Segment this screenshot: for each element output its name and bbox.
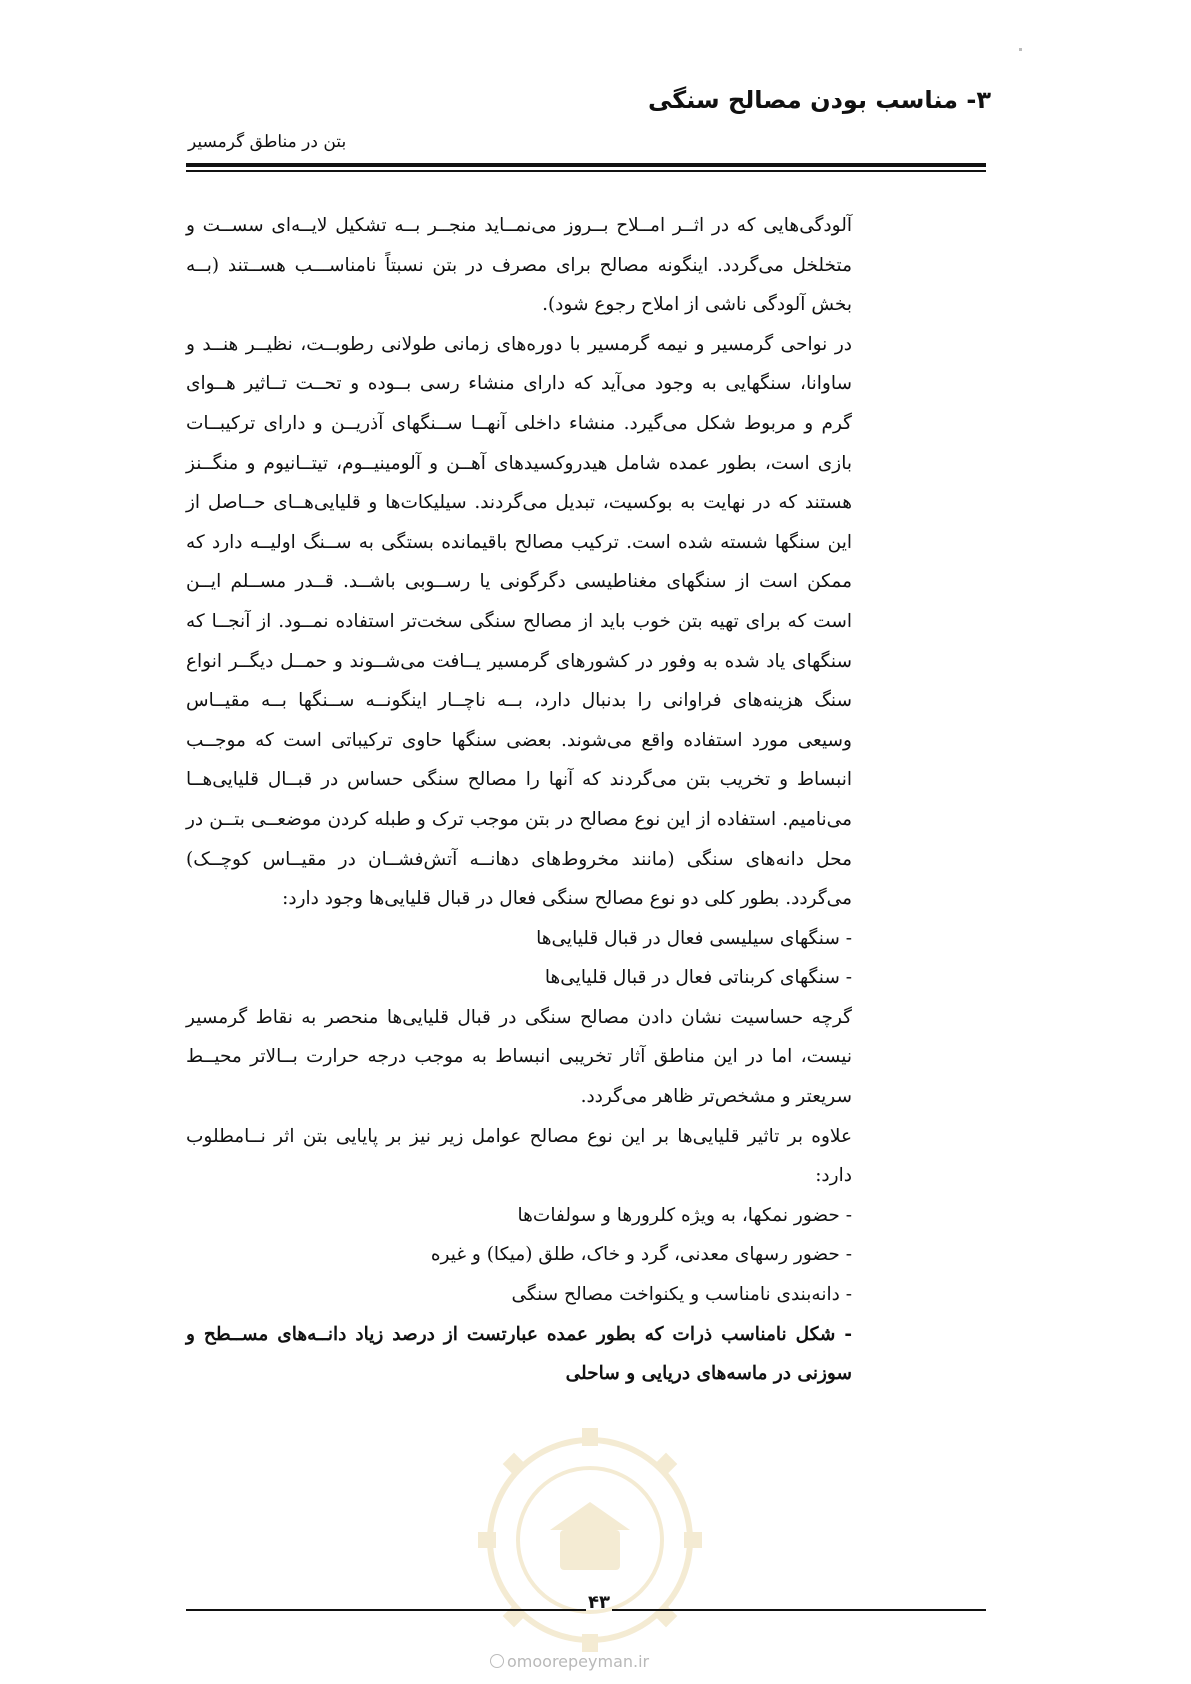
page-number: ۴۳ [588,1592,610,1613]
list-item: - شکل نامناسب ذرات که بطور عمده عبارتست از درصد زیاد دانــه‌های مســطح و سوزنی در ماسه‌های دریایی و ساحلی [186,1323,852,1385]
gear-seal-logo-icon [470,1420,710,1660]
header-rule-thick [186,163,986,167]
paragraph-3: گرچه حساسیت نشان دادن مصالح سنگی در قبال قلیایی‌ها منحصر به نقاط گرمسیر نیست، اما در این مناطق آثار تخریبی انبساط به موجب درجه حرارت بــالاتر محیــط سریعتر و مشخص‌تر ظاهر می‌گردد. [186,1006,852,1108]
section-heading: ۳- مناسب بودن مصالح سنگی [647,86,991,114]
globe-icon [490,1654,504,1668]
list-item: - دانه‌بندی نامناسب و یکنواخت مصالح سنگی [511,1284,852,1306]
watermark-url [490,1652,649,1671]
body-text [186,206,852,1394]
list-item: - سنگهای سیلیسی فعال در قبال قلیایی‌ها [536,927,852,949]
header-rule-thin [186,170,986,172]
scan-speck [1019,48,1022,51]
list-item: - حضور رسهای معدنی، گرد و خاک، طلق (میکا) و غیره [430,1244,852,1266]
footer-rule-right [612,1609,986,1611]
paragraph-2: در نواحی گرمسیر و نیمه گرمسیر با دوره‌های زمانی طولانی رطوبــت، نظیــر هنــد و ساوانا، سنگهایی به وجود می‌آید که دارای منشاء رسی بــوده و تحــت تــاثیر هــوای گرم و مربوط شکل می‌گیرد. منشاء داخلی آنهــا ســنگهای آذریــن و دارای ترکیبــات بازی است، بطور عمده شامل هیدروکسیدهای آهــن و آلومینیــوم، تیتــانیوم و منگــنز هستند که در نهایت به بوکسیت، تبدیل می‌گردند. سیلیکات‌ها و قلیایی‌هــای حــاصل از این سنگها شسته شده است. ترکیب مصالح باقیمانده بستگی به ســنگ اولیــه دارد که ممکن است از سنگهای مغناطیسی دگرگونی یا رســوبی باشــد. قــدر مســلم ایــن است که برای تهیه بتن خوب باید از مصالح سنگی سخت‌تر استفاده نمــود. از آنجــا که سنگهای یاد شده به وفور در کشورهای گرمسیر یــافت می‌شــوند و حمــل دیگــر انواع سنگ هزینه‌های فراوانی را بدنبال دارد، بــه ناچــار اینگونــه ســنگها بــه مقیــاس وسیعی مورد استفاده واقع می‌شوند. بعضی سنگها حاوی ترکیباتی است که موجــب انبساط و تخریب بتن می‌گردند که آنها را مصالح سنگی حساس در قبــال قلیایی‌هــا می‌نامیم. استفاده از این نوع مصالح در بتن موجب ترک و طبله کردن موضعــی بتــن در محل دانه‌های سنگی (مانند مخروط‌های دهانــه آتش‌فشــان در مقیــاس کوچــک) می‌گردد. بطور کلی دو نوع مصالح سنگی فعال در قبال قلیایی‌ها وجود دارد: [186,333,852,910]
paragraph-4: علاوه بر تاثیر قلیایی‌ها بر این نوع مصالح عوامل زیر نیز بر پایایی بتن اثر نــامطلوب دارد: [186,1125,852,1187]
running-header: بتن در مناطق گرمسیر [188,132,347,152]
list-item: - سنگهای کربناتی فعال در قبال قلیایی‌ها [544,967,852,989]
watermark-url-text: omoorepeyman.ir [507,1652,650,1671]
paragraph-1: آلودگی‌هایی که در اثــر امــلاح بــروز می‌نمــاید منجــر بــه تشکیل لایــه‌ای سســت و متخلخل می‌گردد. اینگونه مصالح برای مصرف در بتن نسبتاً نامناســـب هســتند (بــه بخش آلودگی ناشی از املاح رجوع شود). [186,215,852,316]
footer-rule-left [186,1609,586,1611]
list-item: - حضور نمکها، به ویژه کلرورها و سولفات‌ها [517,1204,852,1226]
